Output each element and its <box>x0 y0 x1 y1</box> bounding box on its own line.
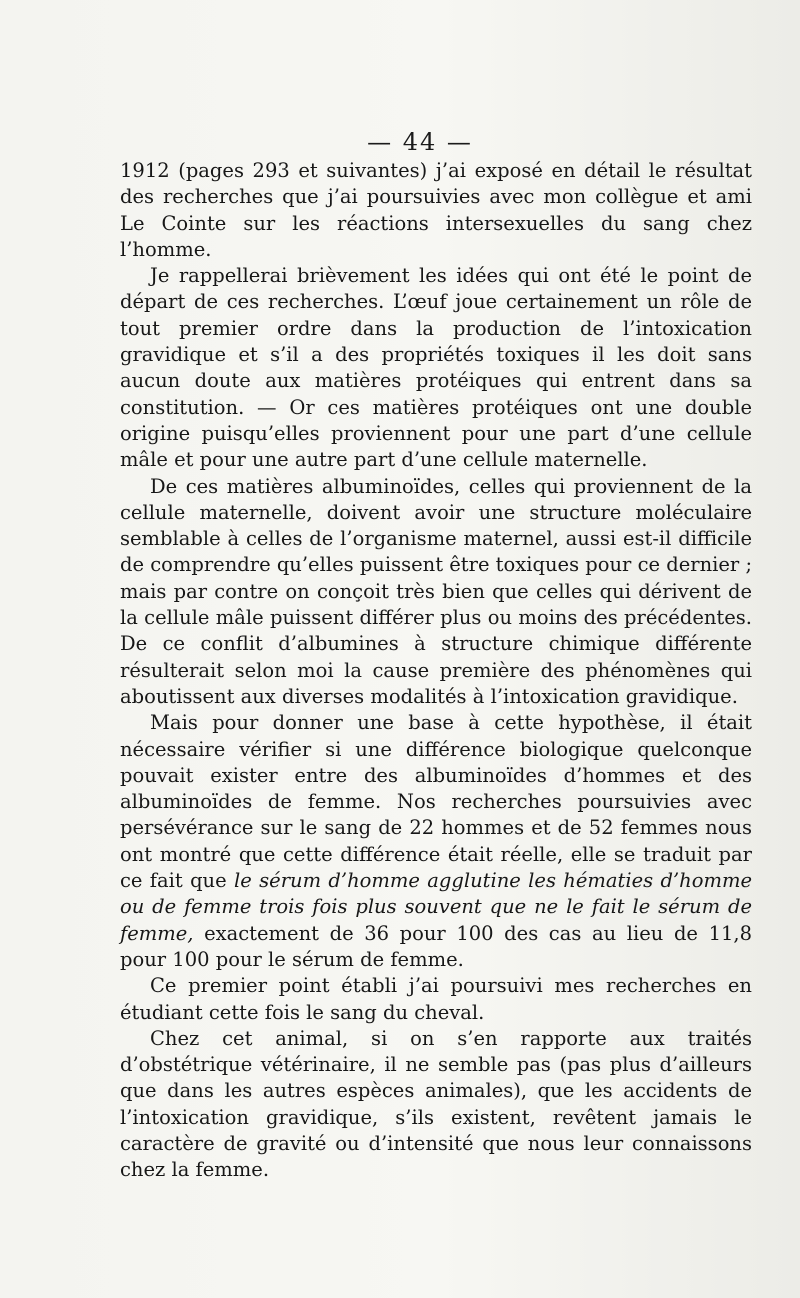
paragraph-4-italic: le sérum d’homme agglutine les hématies d’homme ou de femme trois fois plus souvent que ne le fait le sérum de femme, <box>120 869 752 945</box>
paragraph-6: Chez cet animal, si on s’en rapporte aux traités d’obstétrique vétérinaire, il ne semble pas (pas plus d’ailleurs que dans les autres espèces animales), que les accidents de l’intoxication gravidique, s’ils existent, revêtent jamais le caractère de gravité ou d’intensité que nous leur connaissons chez la femme. <box>120 1026 752 1182</box>
paragraph-4-after: exactement de 36 pour 100 des cas au lieu de 11,8 pour 100 pour le sérum de femme. <box>120 921 752 971</box>
paragraph-5: Ce premier point établi j’ai poursuivi mes recherches en étudiant cette fois le sang du cheval. <box>120 974 752 1024</box>
paragraph-3: De ces matières albuminoïdes, celles qui proviennent de la cellule maternelle, doivent avoir une structure moléculaire semblable à celles de l’organisme maternel, aussi est-il difficile de comprendre qu’elles puissent être toxiques pour ce dernier ; mais par contre on conçoit très bien que celles qui dérivent de la cellule mâle puissent différer plus ou moins des précédentes. De ce conflit d’albumines à structure chimique différente résulterait selon moi la cause première des phénomènes qui aboutissent aux diverses modalités à l’intoxication gravidique. <box>120 474 753 708</box>
paragraph-2: Je rappellerai brièvement les idées qui ont été le point de départ de ces recherches. L’œuf joue certainement un rôle de tout premier ordre dans la production de l’intoxication gravidique et s’il a des propriétés toxiques il les doit sans aucun doute aux matières protéiques qui entrent dans sa constitution. — Or ces matières protéiques ont une double origine puisqu’elles proviennent pour une part d’une cellule mâle et pour une autre part d’une cellule maternelle. <box>120 264 752 472</box>
paragraph-4-before: Mais pour donner une base à cette hypothèse, il était nécessaire vérifier si une différence biologique quelconque pouvait exister entre des albuminoïdes d’hommes et des albuminoïdes de femme. Nos recherches poursuivies avec persévérance sur le sang de 22 hommes et de 52 femmes nous ont montré que cette différence était réelle, elle se traduit par ce fait que <box>120 711 752 893</box>
paragraph-4 <box>120 710 752 973</box>
page-number: — 44 — <box>367 128 473 156</box>
body-text <box>120 158 752 1184</box>
paragraph-1: 1912 (pages 293 et suivantes) j’ai exposé en détail le résultat des recherches que j’ai poursuivies avec mon collègue et ami Le Cointe sur les réactions intersexuelles du sang chez l’homme. <box>120 159 752 261</box>
